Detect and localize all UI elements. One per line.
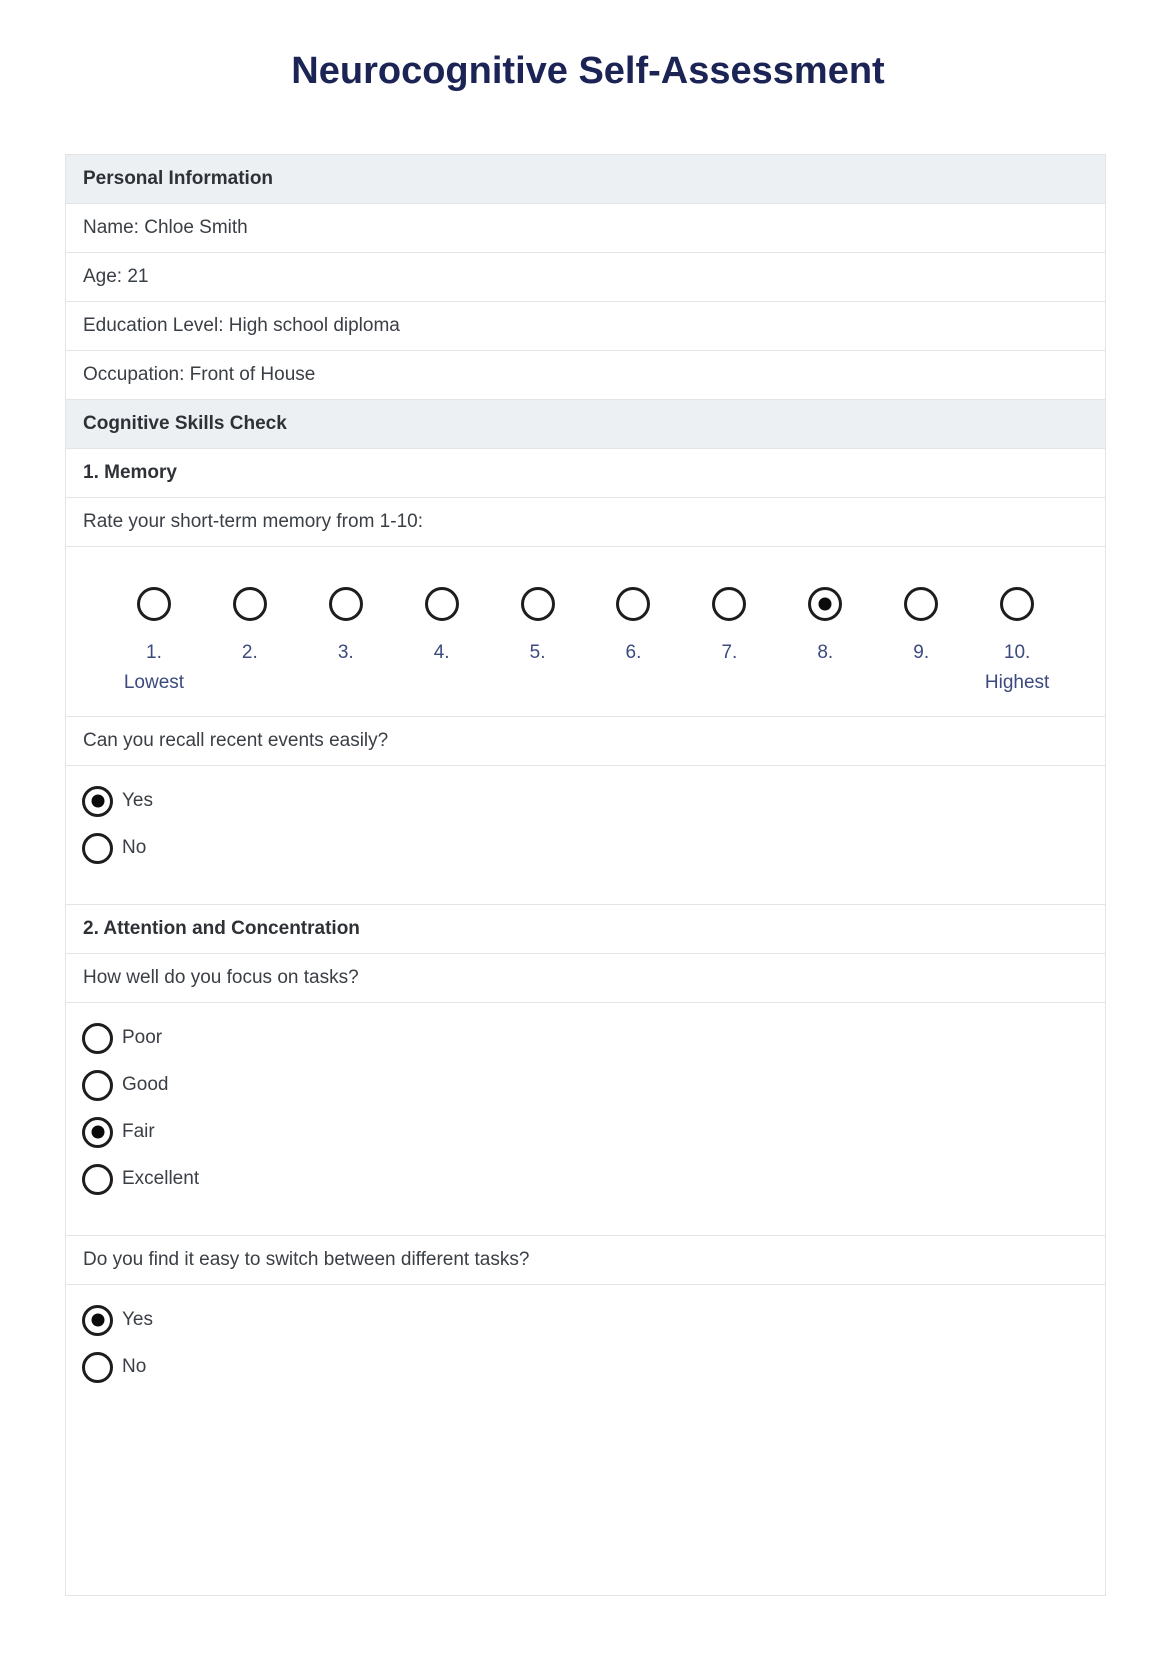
scale-number-8: 8. — [817, 641, 834, 663]
focus-tasks-option-excellent[interactable] — [82, 1164, 1089, 1195]
focus-tasks-label-excellent: Excellent — [122, 1168, 200, 1190]
scale-grid — [106, 587, 1065, 694]
scale-point-10 — [969, 587, 1065, 694]
page-title: Neurocognitive Self-Assessment — [291, 50, 885, 92]
section-header-cognitive-skills-check — [66, 400, 1105, 449]
field-name-text: Name: Chloe Smith — [83, 216, 248, 238]
memory-scale-radio-10[interactable] — [1000, 587, 1034, 621]
recall-events-options — [66, 766, 1105, 905]
memory-scale-radio-7[interactable] — [712, 587, 746, 621]
scale-point-1 — [106, 587, 202, 694]
section-header-personal-information — [66, 155, 1105, 204]
switch-tasks-radio-no[interactable] — [82, 1352, 113, 1383]
memory-rating-scale — [66, 547, 1105, 717]
question-short-term-memory — [66, 498, 1105, 547]
question-focus-tasks-text: How well do you focus on tasks? — [83, 966, 359, 988]
field-occupation-text: Occupation: Front of House — [83, 363, 316, 385]
focus-tasks-option-fair[interactable] — [82, 1117, 1089, 1148]
section-header-label: Personal Information — [83, 167, 274, 189]
subsection-memory-title: 1. Memory — [83, 461, 177, 483]
focus-tasks-options — [66, 1003, 1105, 1236]
focus-tasks-label-good: Good — [122, 1074, 169, 1096]
scale-number-9: 9. — [913, 641, 930, 663]
switch-tasks-options — [66, 1285, 1105, 1595]
scale-point-5 — [490, 587, 586, 694]
field-age — [66, 253, 1105, 302]
question-switch-tasks — [66, 1236, 1105, 1285]
scale-number-4: 4. — [433, 641, 450, 663]
scale-point-6 — [586, 587, 682, 694]
scale-point-7 — [681, 587, 777, 694]
scale-number-6: 6. — [625, 641, 642, 663]
memory-scale-radio-3[interactable] — [329, 587, 363, 621]
scale-sublabel-10: Highest — [984, 671, 1050, 693]
field-name — [66, 204, 1105, 253]
memory-scale-radio-4[interactable] — [425, 587, 459, 621]
field-occupation — [66, 351, 1105, 400]
recall-events-label-no: No — [122, 837, 147, 859]
memory-scale-radio-6[interactable] — [616, 587, 650, 621]
scale-number-1: 1. — [146, 641, 162, 663]
field-education-level-text: Education Level: High school diploma — [83, 314, 400, 336]
scale-point-3 — [298, 587, 394, 694]
question-switch-tasks-text: Do you find it easy to switch between different tasks? — [83, 1248, 530, 1270]
recall-events-option-no[interactable] — [82, 833, 1089, 864]
recall-events-label-yes: Yes — [122, 790, 153, 812]
focus-tasks-radio-good[interactable] — [82, 1070, 113, 1101]
switch-tasks-option-no[interactable] — [82, 1352, 1089, 1383]
assessment-form — [65, 154, 1106, 1596]
switch-tasks-label-yes: Yes — [122, 1309, 153, 1331]
recall-events-option-yes[interactable] — [82, 786, 1089, 817]
switch-tasks-option-yes[interactable] — [82, 1305, 1089, 1336]
memory-scale-radio-9[interactable] — [904, 587, 938, 621]
focus-tasks-radio-excellent[interactable] — [82, 1164, 113, 1195]
recall-events-radio-yes[interactable] — [82, 786, 113, 817]
question-recall-events — [66, 717, 1105, 766]
subsection-memory — [66, 449, 1105, 498]
recall-events-radio-no[interactable] — [82, 833, 113, 864]
scale-number-5: 5. — [529, 641, 546, 663]
section-header-label: Cognitive Skills Check — [83, 412, 287, 434]
subsection-attention-concentration — [66, 905, 1105, 954]
focus-tasks-option-good[interactable] — [82, 1070, 1089, 1101]
memory-scale-radio-5[interactable] — [521, 587, 555, 621]
question-focus-tasks — [66, 954, 1105, 1003]
scale-point-4 — [394, 587, 490, 694]
memory-scale-radio-1[interactable] — [137, 587, 171, 621]
question-recall-events-text: Can you recall recent events easily? — [83, 729, 389, 751]
scale-number-3: 3. — [337, 641, 354, 663]
subsection-attention-title: 2. Attention and Concentration — [83, 917, 360, 939]
scale-number-10: 10. — [1003, 641, 1031, 663]
focus-tasks-radio-fair[interactable] — [82, 1117, 113, 1148]
scale-number-2: 2. — [241, 641, 258, 663]
scale-sublabel-1: Lowest — [123, 671, 185, 693]
scale-point-9 — [873, 587, 969, 694]
focus-tasks-label-fair: Fair — [122, 1121, 155, 1143]
switch-tasks-label-no: No — [122, 1356, 147, 1378]
question-short-term-memory-text: Rate your short-term memory from 1-10: — [83, 510, 423, 532]
document-page — [0, 50, 1176, 1596]
scale-point-8 — [777, 587, 873, 694]
focus-tasks-label-poor: Poor — [122, 1027, 163, 1049]
focus-tasks-radio-poor[interactable] — [82, 1023, 113, 1054]
focus-tasks-option-poor[interactable] — [82, 1023, 1089, 1054]
switch-tasks-radio-yes[interactable] — [82, 1305, 113, 1336]
scale-point-2 — [202, 587, 298, 694]
field-education-level — [66, 302, 1105, 351]
scale-number-7: 7. — [721, 641, 738, 663]
field-age-text: Age: 21 — [83, 265, 149, 287]
memory-scale-radio-8[interactable] — [808, 587, 842, 621]
memory-scale-radio-2[interactable] — [233, 587, 267, 621]
